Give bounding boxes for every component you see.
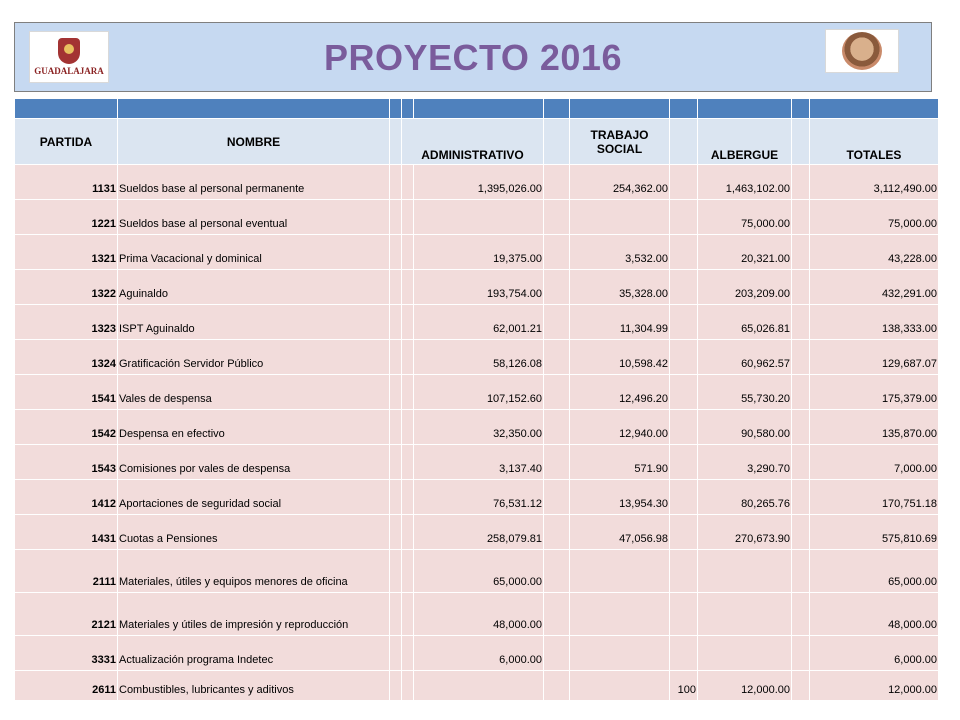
- spacer-cell: [792, 165, 810, 200]
- spacer-cell: [402, 270, 414, 305]
- table-row: [15, 593, 939, 636]
- spacer-cell: [792, 515, 810, 550]
- trabajo-social-cell: [570, 550, 670, 593]
- spacer-cell: [402, 515, 414, 550]
- totales-cell: 135,870.00: [810, 410, 939, 445]
- table-row: [15, 235, 939, 270]
- administrativo-cell: 32,350.00: [414, 410, 544, 445]
- nombre-cell: Sueldos base al personal eventual: [118, 200, 390, 235]
- partida-cell: 1412: [15, 480, 118, 515]
- spacer-cell: [544, 410, 570, 445]
- spacer-cell: [544, 305, 570, 340]
- totales-cell: 3,112,490.00: [810, 165, 939, 200]
- spacer-cell: [792, 445, 810, 480]
- trabajo-social-cell: 10,598.42: [570, 340, 670, 375]
- extra-cell: [670, 235, 698, 270]
- extra-cell: [670, 165, 698, 200]
- spacer-cell: [390, 593, 402, 636]
- spacer-cell: [792, 270, 810, 305]
- spacer-cell: [402, 375, 414, 410]
- trabajo-social-cell: 11,304.99: [570, 305, 670, 340]
- administrativo-cell: 258,079.81: [414, 515, 544, 550]
- administrativo-cell: 19,375.00: [414, 235, 544, 270]
- title-banner: [14, 22, 932, 92]
- spacer-cell: [402, 340, 414, 375]
- budget-table: [14, 98, 939, 701]
- nombre-cell: Actualización programa Indetec: [118, 636, 390, 671]
- totales-cell: 175,379.00: [810, 375, 939, 410]
- extra-cell: [670, 410, 698, 445]
- spacer-cell: [390, 200, 402, 235]
- spacer-cell: [544, 165, 570, 200]
- portrait-logo: [825, 29, 899, 73]
- partida-cell: 1321: [15, 235, 118, 270]
- nombre-cell: Aportaciones de seguridad social: [118, 480, 390, 515]
- albergue-cell: 80,265.76: [698, 480, 792, 515]
- albergue-cell: [698, 636, 792, 671]
- column-header-row: [15, 119, 939, 165]
- trabajo-social-cell: 3,532.00: [570, 235, 670, 270]
- nombre-cell: Prima Vacacional y dominical: [118, 235, 390, 270]
- trabajo-social-cell: [570, 200, 670, 235]
- extra-cell: [670, 515, 698, 550]
- spacer-cell: [544, 480, 570, 515]
- nombre-cell: Materiales y útiles de impresión y reproducción: [118, 593, 390, 636]
- extra-cell: [670, 375, 698, 410]
- partida-cell: 1322: [15, 270, 118, 305]
- extra-cell: [670, 305, 698, 340]
- spacer-cell: [544, 445, 570, 480]
- partida-cell: 1541: [15, 375, 118, 410]
- totales-cell: 12,000.00: [810, 671, 939, 701]
- col-partida: PARTIDA: [15, 119, 118, 165]
- totales-cell: 6,000.00: [810, 636, 939, 671]
- spacer-cell: [402, 200, 414, 235]
- spacer-cell: [402, 480, 414, 515]
- col-administrativo: ADMINISTRATIVO: [402, 119, 544, 165]
- col-trabajo-social: TRABAJO SOCIAL: [570, 119, 670, 165]
- spacer-cell: [402, 235, 414, 270]
- spacer-cell: [390, 636, 402, 671]
- trabajo-social-cell: 35,328.00: [570, 270, 670, 305]
- albergue-cell: [698, 593, 792, 636]
- administrativo-cell: [414, 200, 544, 235]
- albergue-cell: 3,290.70: [698, 445, 792, 480]
- trabajo-social-cell: [570, 636, 670, 671]
- albergue-cell: 12,000.00: [698, 671, 792, 701]
- table-row: [15, 480, 939, 515]
- partida-cell: 3331: [15, 636, 118, 671]
- totales-cell: 48,000.00: [810, 593, 939, 636]
- table-row: [15, 410, 939, 445]
- table-row: [15, 200, 939, 235]
- administrativo-cell: 1,395,026.00: [414, 165, 544, 200]
- spacer-cell: [390, 270, 402, 305]
- extra-cell: [670, 445, 698, 480]
- albergue-cell: 65,026.81: [698, 305, 792, 340]
- nombre-cell: Sueldos base al personal permanente: [118, 165, 390, 200]
- spacer-cell: [402, 636, 414, 671]
- partida-cell: 2111: [15, 550, 118, 593]
- spacer-cell: [544, 593, 570, 636]
- logo-text: GUADALAJARA: [34, 66, 104, 76]
- table-row: [15, 445, 939, 480]
- spacer-cell: [792, 550, 810, 593]
- albergue-cell: 55,730.20: [698, 375, 792, 410]
- spacer-cell: [402, 550, 414, 593]
- albergue-cell: 75,000.00: [698, 200, 792, 235]
- albergue-cell: 270,673.90: [698, 515, 792, 550]
- albergue-cell: [698, 550, 792, 593]
- spacer-cell: [390, 515, 402, 550]
- spacer-cell: [792, 671, 810, 701]
- albergue-cell: 1,463,102.00: [698, 165, 792, 200]
- extra-cell: [670, 270, 698, 305]
- administrativo-cell: 48,000.00: [414, 593, 544, 636]
- spacer-cell: [792, 593, 810, 636]
- extra-cell: 100: [670, 671, 698, 701]
- spacer-cell: [792, 375, 810, 410]
- partida-cell: 1431: [15, 515, 118, 550]
- administrativo-cell: 76,531.12: [414, 480, 544, 515]
- spacer-cell: [390, 671, 402, 701]
- table-row: [15, 270, 939, 305]
- spacer-cell: [544, 270, 570, 305]
- nombre-cell: Gratificación Servidor Público: [118, 340, 390, 375]
- nombre-cell: Combustibles, lubricantes y aditivos: [118, 671, 390, 701]
- table-row: [15, 671, 939, 701]
- albergue-cell: 60,962.57: [698, 340, 792, 375]
- totales-cell: 170,751.18: [810, 480, 939, 515]
- spacer-cell: [402, 165, 414, 200]
- extra-cell: [670, 636, 698, 671]
- trabajo-social-cell: 254,362.00: [570, 165, 670, 200]
- nombre-cell: Comisiones por vales de despensa: [118, 445, 390, 480]
- trabajo-social-cell: 12,496.20: [570, 375, 670, 410]
- spacer-cell: [390, 165, 402, 200]
- spacer-cell: [390, 235, 402, 270]
- administrativo-cell: 3,137.40: [414, 445, 544, 480]
- table-row: [15, 550, 939, 593]
- table-row: [15, 515, 939, 550]
- spacer-cell: [544, 636, 570, 671]
- table-row: [15, 375, 939, 410]
- spacer-cell: [390, 305, 402, 340]
- spacer-cell: [792, 636, 810, 671]
- spacer-cell: [544, 550, 570, 593]
- table-row: [15, 165, 939, 200]
- totales-cell: 575,810.69: [810, 515, 939, 550]
- totales-cell: 7,000.00: [810, 445, 939, 480]
- spacer-cell: [544, 515, 570, 550]
- col-totales: TOTALES: [810, 119, 939, 165]
- spacer-cell: [544, 671, 570, 701]
- spacer-cell: [402, 305, 414, 340]
- spacer-cell: [792, 305, 810, 340]
- spacer-cell: [402, 410, 414, 445]
- spacer-cell: [544, 340, 570, 375]
- administrativo-cell: 62,001.21: [414, 305, 544, 340]
- table-row: [15, 305, 939, 340]
- spacer-cell: [792, 480, 810, 515]
- administrativo-cell: [414, 671, 544, 701]
- partida-cell: 1324: [15, 340, 118, 375]
- page-title: PROYECTO 2016: [324, 37, 622, 78]
- spacer-cell: [402, 593, 414, 636]
- nombre-cell: ISPT Aguinaldo: [118, 305, 390, 340]
- albergue-cell: 203,209.00: [698, 270, 792, 305]
- trabajo-social-cell: 12,940.00: [570, 410, 670, 445]
- col-nombre: NOMBRE: [118, 119, 390, 165]
- portrait-icon: [842, 32, 882, 70]
- partida-cell: 1323: [15, 305, 118, 340]
- partida-cell: 2121: [15, 593, 118, 636]
- administrativo-cell: 65,000.00: [414, 550, 544, 593]
- header-band: [15, 99, 939, 119]
- table-row: [15, 340, 939, 375]
- partida-cell: 1131: [15, 165, 118, 200]
- partida-cell: 2611: [15, 671, 118, 701]
- nombre-cell: Aguinaldo: [118, 270, 390, 305]
- partida-cell: 1221: [15, 200, 118, 235]
- nombre-cell: Cuotas a Pensiones: [118, 515, 390, 550]
- spacer-cell: [390, 375, 402, 410]
- totales-cell: 138,333.00: [810, 305, 939, 340]
- nombre-cell: Despensa en efectivo: [118, 410, 390, 445]
- spacer-cell: [544, 200, 570, 235]
- administrativo-cell: 193,754.00: [414, 270, 544, 305]
- trabajo-social-cell: [570, 671, 670, 701]
- trabajo-social-cell: 571.90: [570, 445, 670, 480]
- spacer-cell: [402, 671, 414, 701]
- nombre-cell: Vales de despensa: [118, 375, 390, 410]
- albergue-cell: 90,580.00: [698, 410, 792, 445]
- spacer-cell: [390, 550, 402, 593]
- albergue-cell: 20,321.00: [698, 235, 792, 270]
- trabajo-social-cell: 47,056.98: [570, 515, 670, 550]
- extra-cell: [670, 200, 698, 235]
- trabajo-social-cell: [570, 593, 670, 636]
- administrativo-cell: 6,000.00: [414, 636, 544, 671]
- partida-cell: 1543: [15, 445, 118, 480]
- spacer-cell: [792, 200, 810, 235]
- spacer-cell: [792, 235, 810, 270]
- totales-cell: 65,000.00: [810, 550, 939, 593]
- spacer-cell: [390, 410, 402, 445]
- extra-cell: [670, 340, 698, 375]
- table-row: [15, 636, 939, 671]
- totales-cell: 43,228.00: [810, 235, 939, 270]
- spacer-cell: [390, 445, 402, 480]
- administrativo-cell: 58,126.08: [414, 340, 544, 375]
- spacer-cell: [792, 340, 810, 375]
- spacer-cell: [544, 375, 570, 410]
- nombre-cell: Materiales, útiles y equipos menores de oficina: [118, 550, 390, 593]
- spacer-cell: [402, 445, 414, 480]
- totales-cell: 75,000.00: [810, 200, 939, 235]
- spacer-cell: [544, 235, 570, 270]
- extra-cell: [670, 550, 698, 593]
- totales-cell: 129,687.07: [810, 340, 939, 375]
- trabajo-social-cell: 13,954.30: [570, 480, 670, 515]
- administrativo-cell: 107,152.60: [414, 375, 544, 410]
- extra-cell: [670, 593, 698, 636]
- partida-cell: 1542: [15, 410, 118, 445]
- spacer-cell: [390, 480, 402, 515]
- totales-cell: 432,291.00: [810, 270, 939, 305]
- spacer-cell: [792, 410, 810, 445]
- spacer-cell: [390, 340, 402, 375]
- extra-cell: [670, 480, 698, 515]
- col-albergue: ALBERGUE: [698, 119, 792, 165]
